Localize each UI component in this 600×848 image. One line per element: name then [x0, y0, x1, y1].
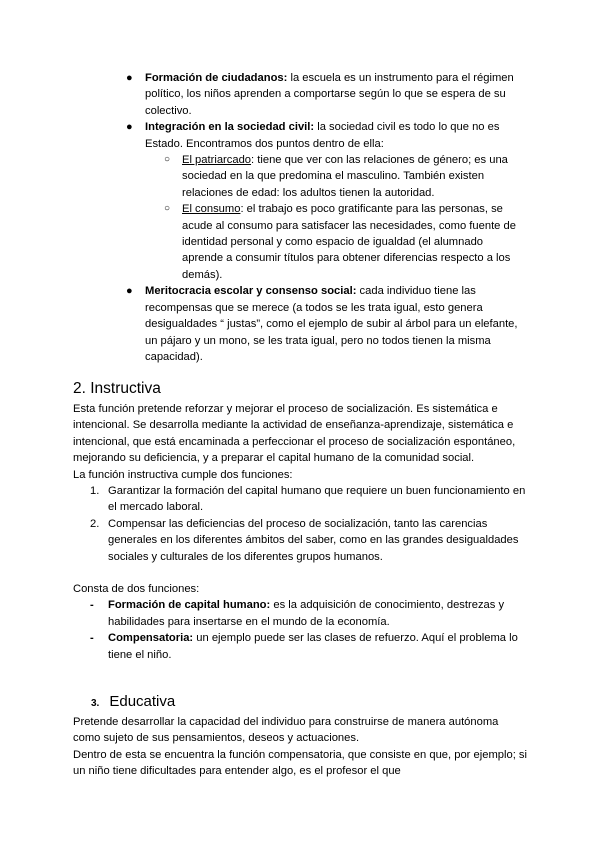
sub-item-text: : tiene que ver con las relaciones de género; es una sociedad en la que predomina el masculino. También existen relaciones de edad: los adultos tienen la autoridad.	[182, 154, 508, 199]
bullet-dot-icon: ●	[126, 72, 133, 84]
section-heading: 2. Instructiva	[73, 380, 161, 397]
bullet-title: Formación de ciudadanos:	[145, 72, 288, 84]
section-educativa	[73, 692, 528, 780]
bullet-text: cada individuo tiene las recompensas que se merece (a todos se les trata igual, esto genera desigualdades “ justas”, como el ejemplo de subir al árbol para un elefante, un pájaro y un mono, se les trata igual, pero no todos tienen la misma capacidad).	[145, 285, 518, 363]
list-item	[126, 70, 521, 119]
item-number: 1.	[90, 485, 100, 498]
paragraph: Consta de dos funciones:	[73, 583, 200, 596]
bullet-text: la sociedad civil es todo lo que no es Estado. Encontramos dos puntos dentro de ella:	[145, 121, 500, 150]
paragraph: La función instructiva cumple dos funciones:	[73, 468, 293, 481]
item-number: 2.	[90, 517, 100, 530]
dash-title: Compensatoria:	[108, 632, 194, 645]
bullet-title: Integración en la sociedad civil:	[145, 121, 315, 134]
paragraph: Esta función pretende reforzar y mejorar el proceso de socialización. Es sistemática e intencional. Se desarrolla mediante la actividad de enseñanza-aprendizaje, sistemática e intencional, que está encaminada a perfeccionar el proceso de socialización espontáneo, mejorando su deficiencia, y a preparar el capital humano de la comunidad social.	[73, 403, 516, 465]
paragraph: Dentro de esta se encuentra la función compensatoria, que consiste en que, por ejemplo; si un niño tiene dificultades para entender algo, es el profesor el que	[73, 748, 527, 778]
sub-item-title: El patriarcado	[182, 154, 252, 167]
section-number: 3.	[91, 698, 100, 709]
item-text: Garantizar la formación del capital humano que requiere un buen funcionamiento en el mercado laboral.	[108, 485, 526, 514]
list-item	[126, 283, 521, 365]
dash-item	[73, 630, 528, 663]
dash-icon: -	[90, 599, 94, 612]
bullet-list	[126, 70, 521, 365]
sub-list-item	[164, 152, 521, 201]
numbered-item	[73, 483, 528, 516]
dash-text: es la adquisición de conocimiento, destrezas y habilidades para insertarse en el mundo de la economía.	[108, 599, 505, 628]
paragraph: Pretende desarrollar la capacidad del individuo para construirse de manera autónoma como sujeto de sus pensamientos, deseos y actuaciones.	[73, 716, 499, 745]
item-text: Compensar las deficiencias del proceso de socialización, tanto las carencias generales en los diferentes ámbitos del saber, como en las grandes desigualdades sociales y culturales de los diferentes grupos humanos.	[108, 517, 519, 563]
bullet-dot-icon: ●	[126, 285, 133, 298]
bullet-circle-icon: ○	[164, 154, 171, 166]
section-instructiva	[73, 379, 528, 663]
bullet-dot-icon: ●	[126, 121, 133, 134]
section-title: Educativa	[109, 693, 176, 710]
bullet-circle-icon: ○	[164, 203, 171, 215]
dash-item	[73, 597, 528, 630]
sub-list	[145, 152, 521, 283]
sub-item-title: El consumo	[182, 203, 241, 216]
dash-title: Formación de capital humano:	[108, 599, 271, 612]
numbered-item	[73, 516, 528, 565]
dash-text: un ejemplo puede ser las clases de refuerzo. Aquí el problema lo tiene el niño.	[108, 632, 518, 661]
bullet-text: la escuela es un instrumento para el régimen político, los niños aprenden a comportarse según lo que se espera de su colectivo.	[145, 72, 514, 117]
dash-icon: -	[90, 632, 94, 645]
list-item	[126, 119, 521, 283]
bullet-title: Meritocracia escolar y consenso social:	[145, 285, 357, 298]
sub-list-item	[164, 201, 521, 283]
sub-item-text: : el trabajo es poco gratificante para las personas, se acude al consumo para satisfacer las necesidades, como fuente de identidad personal y como espacio de igualdad (el alumnado aprende a consumir títulos para obtener diferencias respecto a los demás).	[182, 203, 516, 281]
section-heading	[73, 692, 528, 714]
